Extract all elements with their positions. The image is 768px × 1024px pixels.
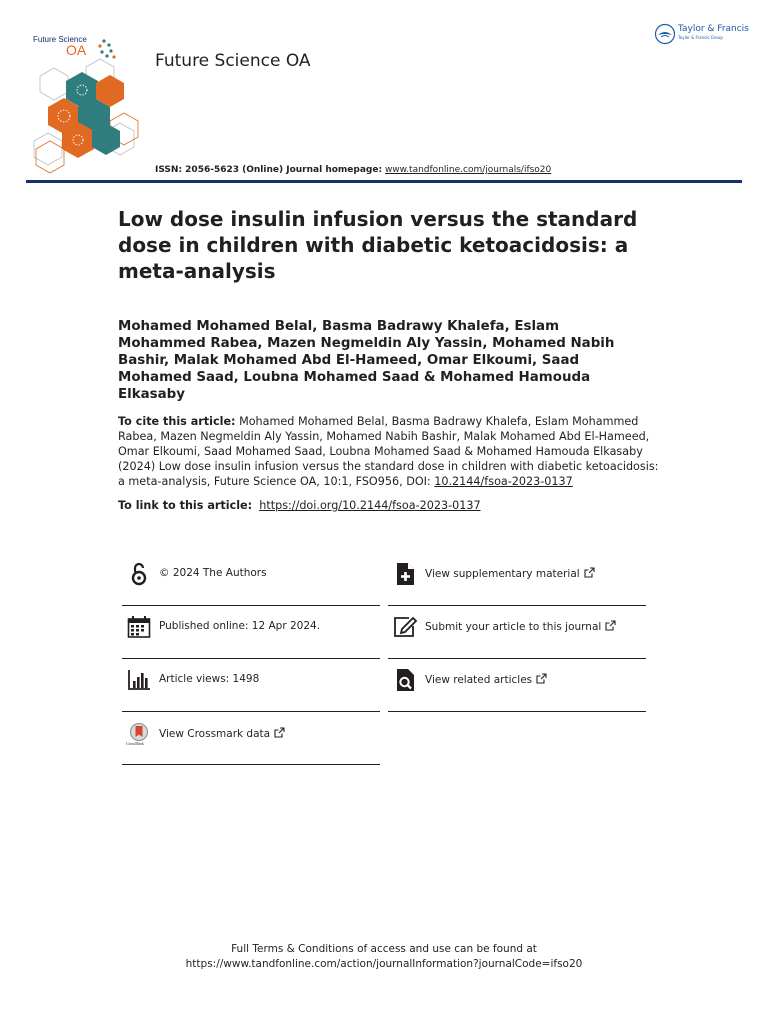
- external-link-icon: [274, 727, 285, 738]
- citation-text: Mohamed Mohamed Belal, Basma Badrawy Khalefa, Eslam Mohammed Rabea, Mazen Negmeldin Aly Yassin, Mohamed Nabih Bashir, Malak Mohamed Abd El-Hameed, Omar Elkoumi, Saad Mohamed Saad, Loubna Mohamed Saad & Mohamed Hamouda Elkasaby (2024) Low dose insulin infusion versus the standard dose in children with diabetic ketoacidosis: a meta-analysis, Future Science OA, 10:1, FSO956, DOI:: [118, 415, 659, 488]
- crossmark-logo-text: CrossMark: [126, 741, 144, 746]
- supplementary-cell[interactable]: [388, 553, 646, 606]
- journal-cover-image: [26, 31, 139, 176]
- terms-url[interactable]: https://www.tandfonline.com/action/journalInformation?journalCode=ifso20: [185, 958, 583, 970]
- search-document-icon: [392, 667, 418, 693]
- journal-homepage-link[interactable]: www.tandfonline.com/journals/ifso20: [384, 165, 552, 175]
- article-link-line: [118, 499, 481, 512]
- submit-article-link[interactable]: [425, 620, 616, 633]
- citation-label: To cite this article:: [118, 415, 236, 428]
- publisher-name: Taylor & Francis: [678, 24, 749, 34]
- open-access-icon: [126, 561, 152, 587]
- header-divider: [26, 180, 742, 183]
- citation-block: [118, 414, 660, 489]
- supplementary-link[interactable]: [425, 567, 595, 580]
- crossmark-cell[interactable]: [122, 712, 380, 765]
- related-cell[interactable]: [388, 659, 646, 712]
- bar-chart-icon: [126, 667, 152, 693]
- citation-doi-link[interactable]: 10.2144/fsoa-2023-0137: [434, 475, 573, 488]
- terms-line: Full Terms & Conditions of access and use can be found at: [231, 943, 537, 955]
- crossmark-label: View Crossmark data: [159, 728, 271, 740]
- external-link-icon: [536, 673, 547, 684]
- article-title: Low dose insulin infusion versus the standard dose in children with diabetic ketoacidosis: a meta-analysis: [118, 207, 638, 283]
- article-doi-link[interactable]: https://doi.org/10.2144/fsoa-2023-0137: [259, 499, 481, 512]
- issn-label: ISSN: 2056-5623 (Online) Journal homepage:: [155, 165, 383, 175]
- article-authors: Mohamed Mohamed Belal, Basma Badrawy Khalefa, Eslam Mohammed Rabea, Mazen Negmeldin Aly Yassin, Mohamed Nabih Bashir, Malak Mohamed Abd El-Hameed, Omar Elkoumi, Saad Mohamed Saad, Loubna Mohamed Saad & Mohamed Hamouda Elkasaby: [118, 319, 615, 402]
- related-label: View related articles: [425, 674, 533, 686]
- terms-footer: [0, 942, 768, 972]
- copyright-cell: [122, 553, 380, 606]
- cover-brand-text: Future Science: [33, 35, 87, 44]
- cover-brand-oa: OA: [66, 42, 87, 58]
- published-cell: [122, 606, 380, 659]
- journal-title: Future Science OA: [155, 51, 311, 71]
- submit-label: Submit your article to this journal: [425, 621, 602, 633]
- publisher-emblem-icon: [654, 23, 676, 45]
- cover-hexagon-artwork: [26, 31, 139, 176]
- external-link-icon: [584, 567, 595, 578]
- article-link-label: To link to this article:: [118, 499, 253, 512]
- published-date: Published online: 12 Apr 2024.: [159, 620, 321, 632]
- external-link-icon: [605, 620, 616, 631]
- crossmark-link[interactable]: [159, 727, 285, 740]
- issn-line: [155, 165, 551, 175]
- edit-pencil-icon: [392, 614, 418, 640]
- supplementary-label: View supplementary material: [425, 568, 580, 580]
- calendar-icon: [126, 614, 152, 640]
- related-articles-link[interactable]: [425, 673, 547, 686]
- submit-cell[interactable]: [388, 606, 646, 659]
- copyright-text: © 2024 The Authors: [159, 567, 267, 579]
- publisher-group-name: Taylor & Francis Group: [678, 35, 723, 40]
- publisher-logo[interactable]: [654, 22, 749, 46]
- views-cell: [122, 659, 380, 712]
- article-views: Article views: 1498: [159, 673, 260, 685]
- document-plus-icon: [392, 561, 418, 587]
